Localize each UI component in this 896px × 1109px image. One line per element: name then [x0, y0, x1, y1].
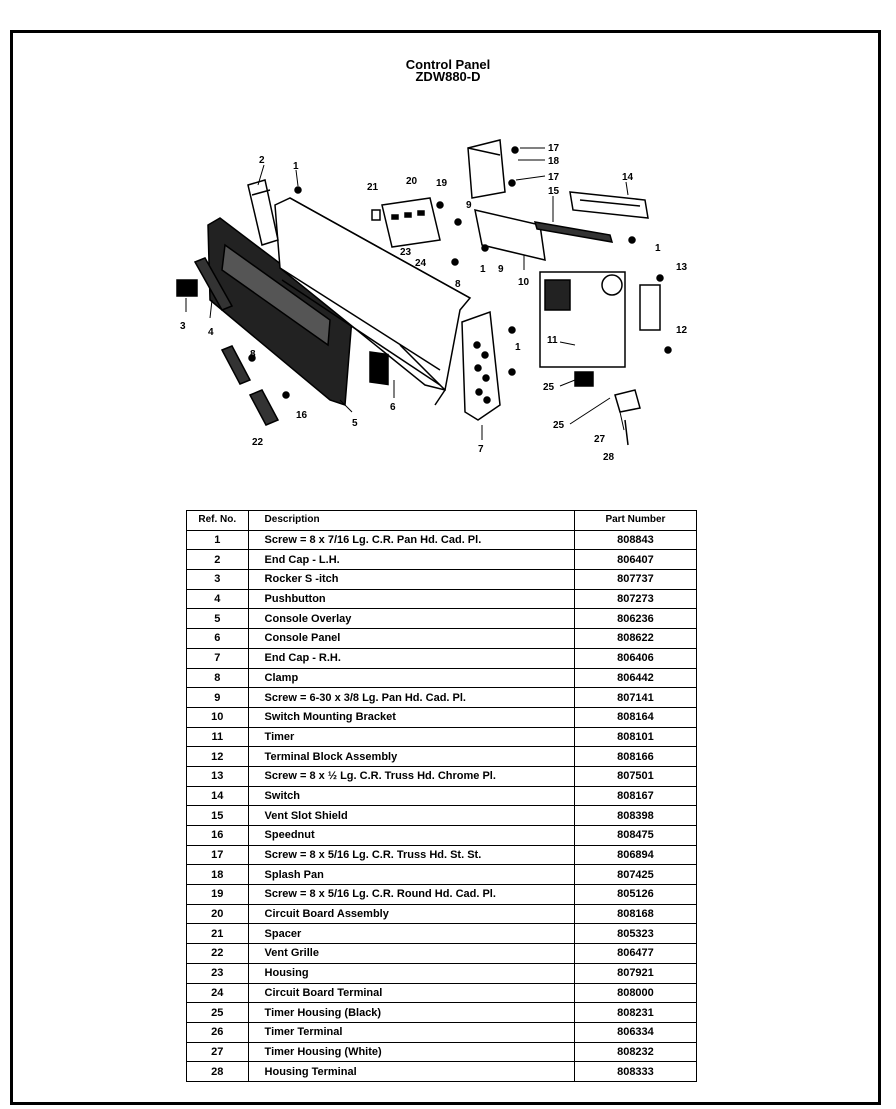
callout-19: 19 — [436, 178, 448, 189]
cell-description: Splash Pan — [248, 865, 574, 885]
cell-ref: 10 — [187, 707, 249, 727]
cell-ref: 3 — [187, 570, 249, 590]
cell-ref: 26 — [187, 1022, 249, 1042]
cell-part-number: 808164 — [574, 707, 696, 727]
cell-description: Circuit Board Terminal — [248, 983, 574, 1003]
cell-part-number: 806406 — [574, 648, 696, 668]
cell-part-number: 806236 — [574, 609, 696, 629]
cell-ref: 22 — [187, 944, 249, 964]
clamp-drawing — [222, 346, 250, 384]
callout-17b: 17 — [548, 172, 560, 183]
cell-ref: 28 — [187, 1062, 249, 1082]
table-row — [187, 707, 697, 727]
table-row — [187, 826, 697, 846]
cell-ref: 17 — [187, 845, 249, 865]
column-header-description: Description — [248, 511, 574, 531]
cell-part-number: 806894 — [574, 845, 696, 865]
callout-17: 17 — [548, 143, 560, 154]
cell-description: Vent Grille — [248, 944, 574, 964]
cell-description: Vent Slot Shield — [248, 806, 574, 826]
cell-ref: 19 — [187, 885, 249, 905]
table-row — [187, 550, 697, 570]
cell-ref: 7 — [187, 648, 249, 668]
cell-part-number: 808101 — [574, 727, 696, 747]
cell-part-number: 808333 — [574, 1062, 696, 1082]
spacer-drawing — [372, 210, 380, 220]
table-row — [187, 747, 697, 767]
terminal-block-drawing — [640, 285, 660, 330]
callout-8b: 8 — [250, 349, 256, 360]
table-row — [187, 904, 697, 924]
callout-10: 10 — [518, 277, 530, 288]
parts-table — [186, 510, 697, 1082]
callout-28: 28 — [603, 452, 615, 463]
cell-description: Housing — [248, 963, 574, 983]
cell-description: Timer — [248, 727, 574, 747]
callout-25: 25 — [543, 382, 555, 393]
cell-description: Screw = 8 x 7/16 Lg. C.R. Pan Hd. Cad. Pl. — [248, 530, 574, 550]
table-row — [187, 1003, 697, 1023]
cell-part-number: 808232 — [574, 1042, 696, 1062]
cell-part-number: 807921 — [574, 963, 696, 983]
cell-ref: 24 — [187, 983, 249, 1003]
timer-housing-black-drawing — [575, 372, 593, 386]
cell-part-number: 808231 — [574, 1003, 696, 1023]
callout-18: 18 — [548, 156, 560, 167]
cell-part-number: 807501 — [574, 766, 696, 786]
cell-part-number: 807141 — [574, 688, 696, 708]
cell-ref: 1 — [187, 530, 249, 550]
cell-description: Rocker S -itch — [248, 570, 574, 590]
model-number: ZDW880-D — [415, 69, 481, 84]
table-row — [187, 648, 697, 668]
page-title: Control Panel — [405, 57, 491, 72]
callout-20: 20 — [406, 176, 418, 187]
cell-ref: 11 — [187, 727, 249, 747]
callout-16: 16 — [296, 410, 308, 421]
vent-slot-shield-drawing — [535, 222, 612, 242]
end-cap-lh-drawing — [248, 180, 278, 245]
callout-1: 1 — [293, 161, 299, 172]
callout-12: 12 — [676, 325, 688, 336]
callout-14: 14 — [622, 172, 634, 183]
cell-ref: 23 — [187, 963, 249, 983]
cell-part-number: 807273 — [574, 589, 696, 609]
cell-description: End Cap - L.H. — [248, 550, 574, 570]
callout-4: 4 — [208, 327, 214, 338]
cell-description: Circuit Board Assembly — [248, 904, 574, 924]
callout-23: 23 — [400, 247, 412, 258]
cell-description: Spacer — [248, 924, 574, 944]
cell-ref: 21 — [187, 924, 249, 944]
callout-27: 27 — [594, 434, 606, 445]
callout-5: 5 — [352, 418, 358, 429]
callout-1b: 1 — [480, 264, 486, 275]
cell-part-number: 806407 — [574, 550, 696, 570]
callout-7: 7 — [478, 444, 484, 455]
callout-21: 21 — [367, 182, 379, 193]
callout-13: 13 — [676, 262, 688, 273]
callout-9: 9 — [466, 200, 472, 211]
cell-part-number: 808398 — [574, 806, 696, 826]
cell-ref: 5 — [187, 609, 249, 629]
cell-ref: 8 — [187, 668, 249, 688]
cell-part-number: 808475 — [574, 826, 696, 846]
cell-description: Console Panel — [248, 629, 574, 649]
cell-part-number: 808167 — [574, 786, 696, 806]
callout-22: 22 — [252, 437, 264, 448]
cell-description: Console Overlay — [248, 609, 574, 629]
cell-description: Speednut — [248, 826, 574, 846]
callout-24: 24 — [415, 258, 427, 269]
cell-ref: 27 — [187, 1042, 249, 1062]
callout-1d: 1 — [515, 342, 521, 353]
table-row — [187, 766, 697, 786]
callout-1c: 1 — [655, 243, 661, 254]
cell-ref: 16 — [187, 826, 249, 846]
table-row — [187, 786, 697, 806]
switch-bracket-drawing — [475, 210, 545, 260]
cell-part-number: 806334 — [574, 1022, 696, 1042]
table-row — [187, 570, 697, 590]
cell-ref: 12 — [187, 747, 249, 767]
cell-description: Switch Mounting Bracket — [248, 707, 574, 727]
vent-grille-drawing — [250, 390, 278, 425]
cell-part-number: 807737 — [574, 570, 696, 590]
circuit-board-drawing — [382, 198, 440, 247]
table-row — [187, 983, 697, 1003]
cell-ref: 20 — [187, 904, 249, 924]
callout-11: 11 — [547, 335, 558, 346]
cell-ref: 14 — [187, 786, 249, 806]
table-row — [187, 1062, 697, 1082]
callout-8: 8 — [455, 279, 461, 290]
table-row — [187, 609, 697, 629]
cell-description: Screw = 8 x 5/16 Lg. C.R. Round Hd. Cad. Pl. — [248, 885, 574, 905]
cell-part-number: 808843 — [574, 530, 696, 550]
cell-description: Screw = 6-30 x 3/8 Lg. Pan Hd. Cad. Pl. — [248, 688, 574, 708]
cell-part-number: 808000 — [574, 983, 696, 1003]
cell-ref: 15 — [187, 806, 249, 826]
callout-15: 15 — [548, 186, 560, 197]
cell-part-number: 805323 — [574, 924, 696, 944]
cell-ref: 6 — [187, 629, 249, 649]
table-row — [187, 924, 697, 944]
cell-ref: 13 — [187, 766, 249, 786]
table-row — [187, 589, 697, 609]
table-row — [187, 727, 697, 747]
column-header-ref: Ref. No. — [187, 511, 249, 531]
cell-part-number: 806477 — [574, 944, 696, 964]
table-row — [187, 865, 697, 885]
cell-description: End Cap - R.H. — [248, 648, 574, 668]
cell-ref: 4 — [187, 589, 249, 609]
table-row — [187, 629, 697, 649]
cell-description: Clamp — [248, 668, 574, 688]
cell-ref: 18 — [187, 865, 249, 885]
table-row — [187, 530, 697, 550]
cell-description: Timer Housing (Black) — [248, 1003, 574, 1023]
table-row — [187, 668, 697, 688]
rocker-switch-drawing — [177, 280, 197, 296]
table-header-row — [187, 511, 697, 531]
cell-description: Timer Housing (White) — [248, 1042, 574, 1062]
cell-part-number: 808168 — [574, 904, 696, 924]
cell-description: Timer Terminal — [248, 1022, 574, 1042]
cell-description: Screw = 8 x ½ Lg. C.R. Truss Hd. Chrome Pl. — [248, 766, 574, 786]
timer-terminal-drawing — [625, 420, 628, 445]
table-row — [187, 1042, 697, 1062]
cell-part-number: 806442 — [574, 668, 696, 688]
table-row — [187, 963, 697, 983]
cell-ref: 9 — [187, 688, 249, 708]
cell-description: Switch — [248, 786, 574, 806]
table-row — [187, 1022, 697, 1042]
table-row — [187, 688, 697, 708]
timer-housing-white-drawing — [615, 390, 640, 412]
callout-6: 6 — [390, 402, 396, 413]
cell-part-number: 808166 — [574, 747, 696, 767]
table-row — [187, 806, 697, 826]
cell-ref: 25 — [187, 1003, 249, 1023]
callout-2: 2 — [259, 155, 265, 166]
cell-part-number: 808622 — [574, 629, 696, 649]
callout-9b: 9 — [498, 264, 504, 275]
callout-25b: 25 — [553, 420, 565, 431]
cell-description: Screw = 8 x 5/16 Lg. C.R. Truss Hd. St. St. — [248, 845, 574, 865]
cell-description: Housing Terminal — [248, 1062, 574, 1082]
callout-3: 3 — [180, 321, 186, 332]
cell-ref: 2 — [187, 550, 249, 570]
table-row — [187, 845, 697, 865]
table-row — [187, 885, 697, 905]
column-header-part-number: Part Number — [574, 511, 696, 531]
cell-part-number: 807425 — [574, 865, 696, 885]
exploded-parts-diagram — [0, 0, 896, 470]
cell-description: Pushbutton — [248, 589, 574, 609]
table-row — [187, 944, 697, 964]
cell-description: Terminal Block Assembly — [248, 747, 574, 767]
cell-part-number: 805126 — [574, 885, 696, 905]
